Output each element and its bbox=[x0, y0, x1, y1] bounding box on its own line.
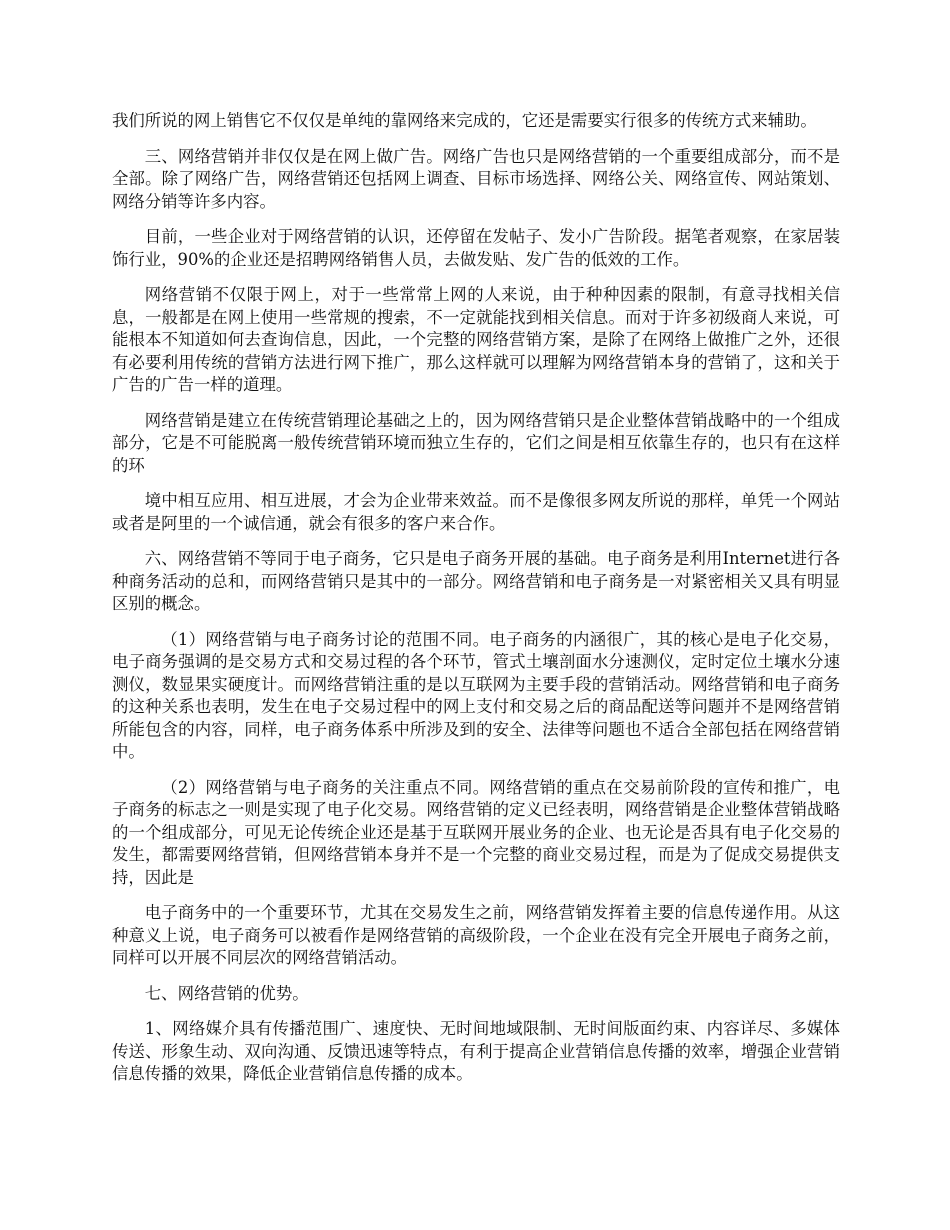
paragraph-12: 1、网络媒介具有传播范围广、速度快、无时间地域限制、无时间版面约束、内容详尽、多媒体传送、形象生动、双向沟通、反馈迅速等特点，有利于提高企业营销信息传播的效率，增强企业营销信息传播的效果，降低企业营销信息传播的成本。 bbox=[112, 1019, 840, 1083]
paragraph-7: 六、网络营销不等同于电子商务，它只是电子商务开展的基础。电子商务是利用Internet进行各种商务活动的总和，而网络营销只是其中的一部分。网络营销和电子商务是一对紧密相关又具有明显区别的概念。 bbox=[112, 549, 840, 613]
paragraph-9: （2）网络营销与电子商务的关注重点不同。网络营销的重点在交易前阶段的宣传和推广，电子商务的标志之一则是实现了电子化交易。网络营销的定义已经表明，网络营销是企业整体营销战略的一个组成部分，可见无论传统企业还是基于互联网开展业务的企业、也无论是否具有电子化交易的发生，都需要网络营销，但网络营销本身并不是一个完整的商业交易过程，而是为了促成交易提供支持，因此是 bbox=[112, 777, 840, 887]
paragraph-4: 网络营销不仅限于网上，对于一些常常上网的人来说，由于种种因素的限制，有意寻找相关信息，一般都是在网上使用一些常规的搜索，不一定就能找到相关信息。而对于许多初级商人来说，可能根本不知道如何去查询信息，因此，一个完整的网络营销方案，是除了在网络上做推广之外，还很有必要利用传统的营销方法进行网下推广，那么这样就可以理解为网络营销本身的营销了，这和关于广告的广告一样的道理。 bbox=[112, 285, 840, 394]
document-body bbox=[112, 110, 840, 1099]
paragraph-3: 目前，一些企业对于网络营销的认识，还停留在发帖子、发小广告阶段。据笔者观察，在家居装饰行业，90%的企业还是招聘网络销售人员，去做发贴、发广告的低效的工作。 bbox=[112, 227, 840, 269]
paragraph-2: 三、网络营销并非仅仅是在网上做广告。网络广告也只是网络营销的一个重要组成部分，而不是全部。除了网络广告，网络营销还包括网上调查、目标市场选择、网络公关、网络宣传、网站策划、网络分销等许多内容。 bbox=[112, 146, 840, 211]
paragraph-1: 我们所说的网上销售它不仅仅是单纯的靠网络来完成的，它还是需要实行很多的传统方式来辅助。 bbox=[112, 111, 817, 130]
paragraph-10: 电子商务中的一个重要环节，尤其在交易发生之前，网络营销发挥着主要的信息传递作用。从这种意义上说，电子商务可以被看作是网络营销的高级阶段，一个企业在没有完全开展电子商务之前，同样可以开展不同层次的网络营销活动。 bbox=[112, 903, 840, 967]
paragraph-5: 网络营销是建立在传统营销理论基础之上的，因为网络营销只是企业整体营销战略中的一个组成部分，它是不可能脱离一般传统营销环境而独立生存的，它们之间是相互依靠生存的，也只有在这样的环 bbox=[112, 410, 840, 475]
paragraph-11: 七、网络营销的优势。 bbox=[144, 983, 309, 1003]
paragraph-6: 境中相互应用、相互进展，才会为企业带来效益。而不是像很多网友所说的那样，单凭一个网站或者是阿里的一个诚信通，就会有很多的客户来合作。 bbox=[112, 491, 840, 533]
paragraph-8: （1）网络营销与电子商务讨论的范围不同。电子商务的内涵很广，其的核心是电子化交易，电子商务强调的是交易方式和交易过程的各个环节，管式土壤剖面水分速测仪，定时定位土壤水分速测仪，数显果实硬度计。而网络营销注重的是以互联网为主要手段的营销活动。网络营销和电子商务的这种关系也表明，发生在电子交易过程中的网上支付和交易之后的商品配送等问题并不是网络营销所能包含的内容，同样，电子商务体系中所涉及到的安全、法律等问题也不适合全部包括在网络营销中。 bbox=[112, 629, 840, 761]
